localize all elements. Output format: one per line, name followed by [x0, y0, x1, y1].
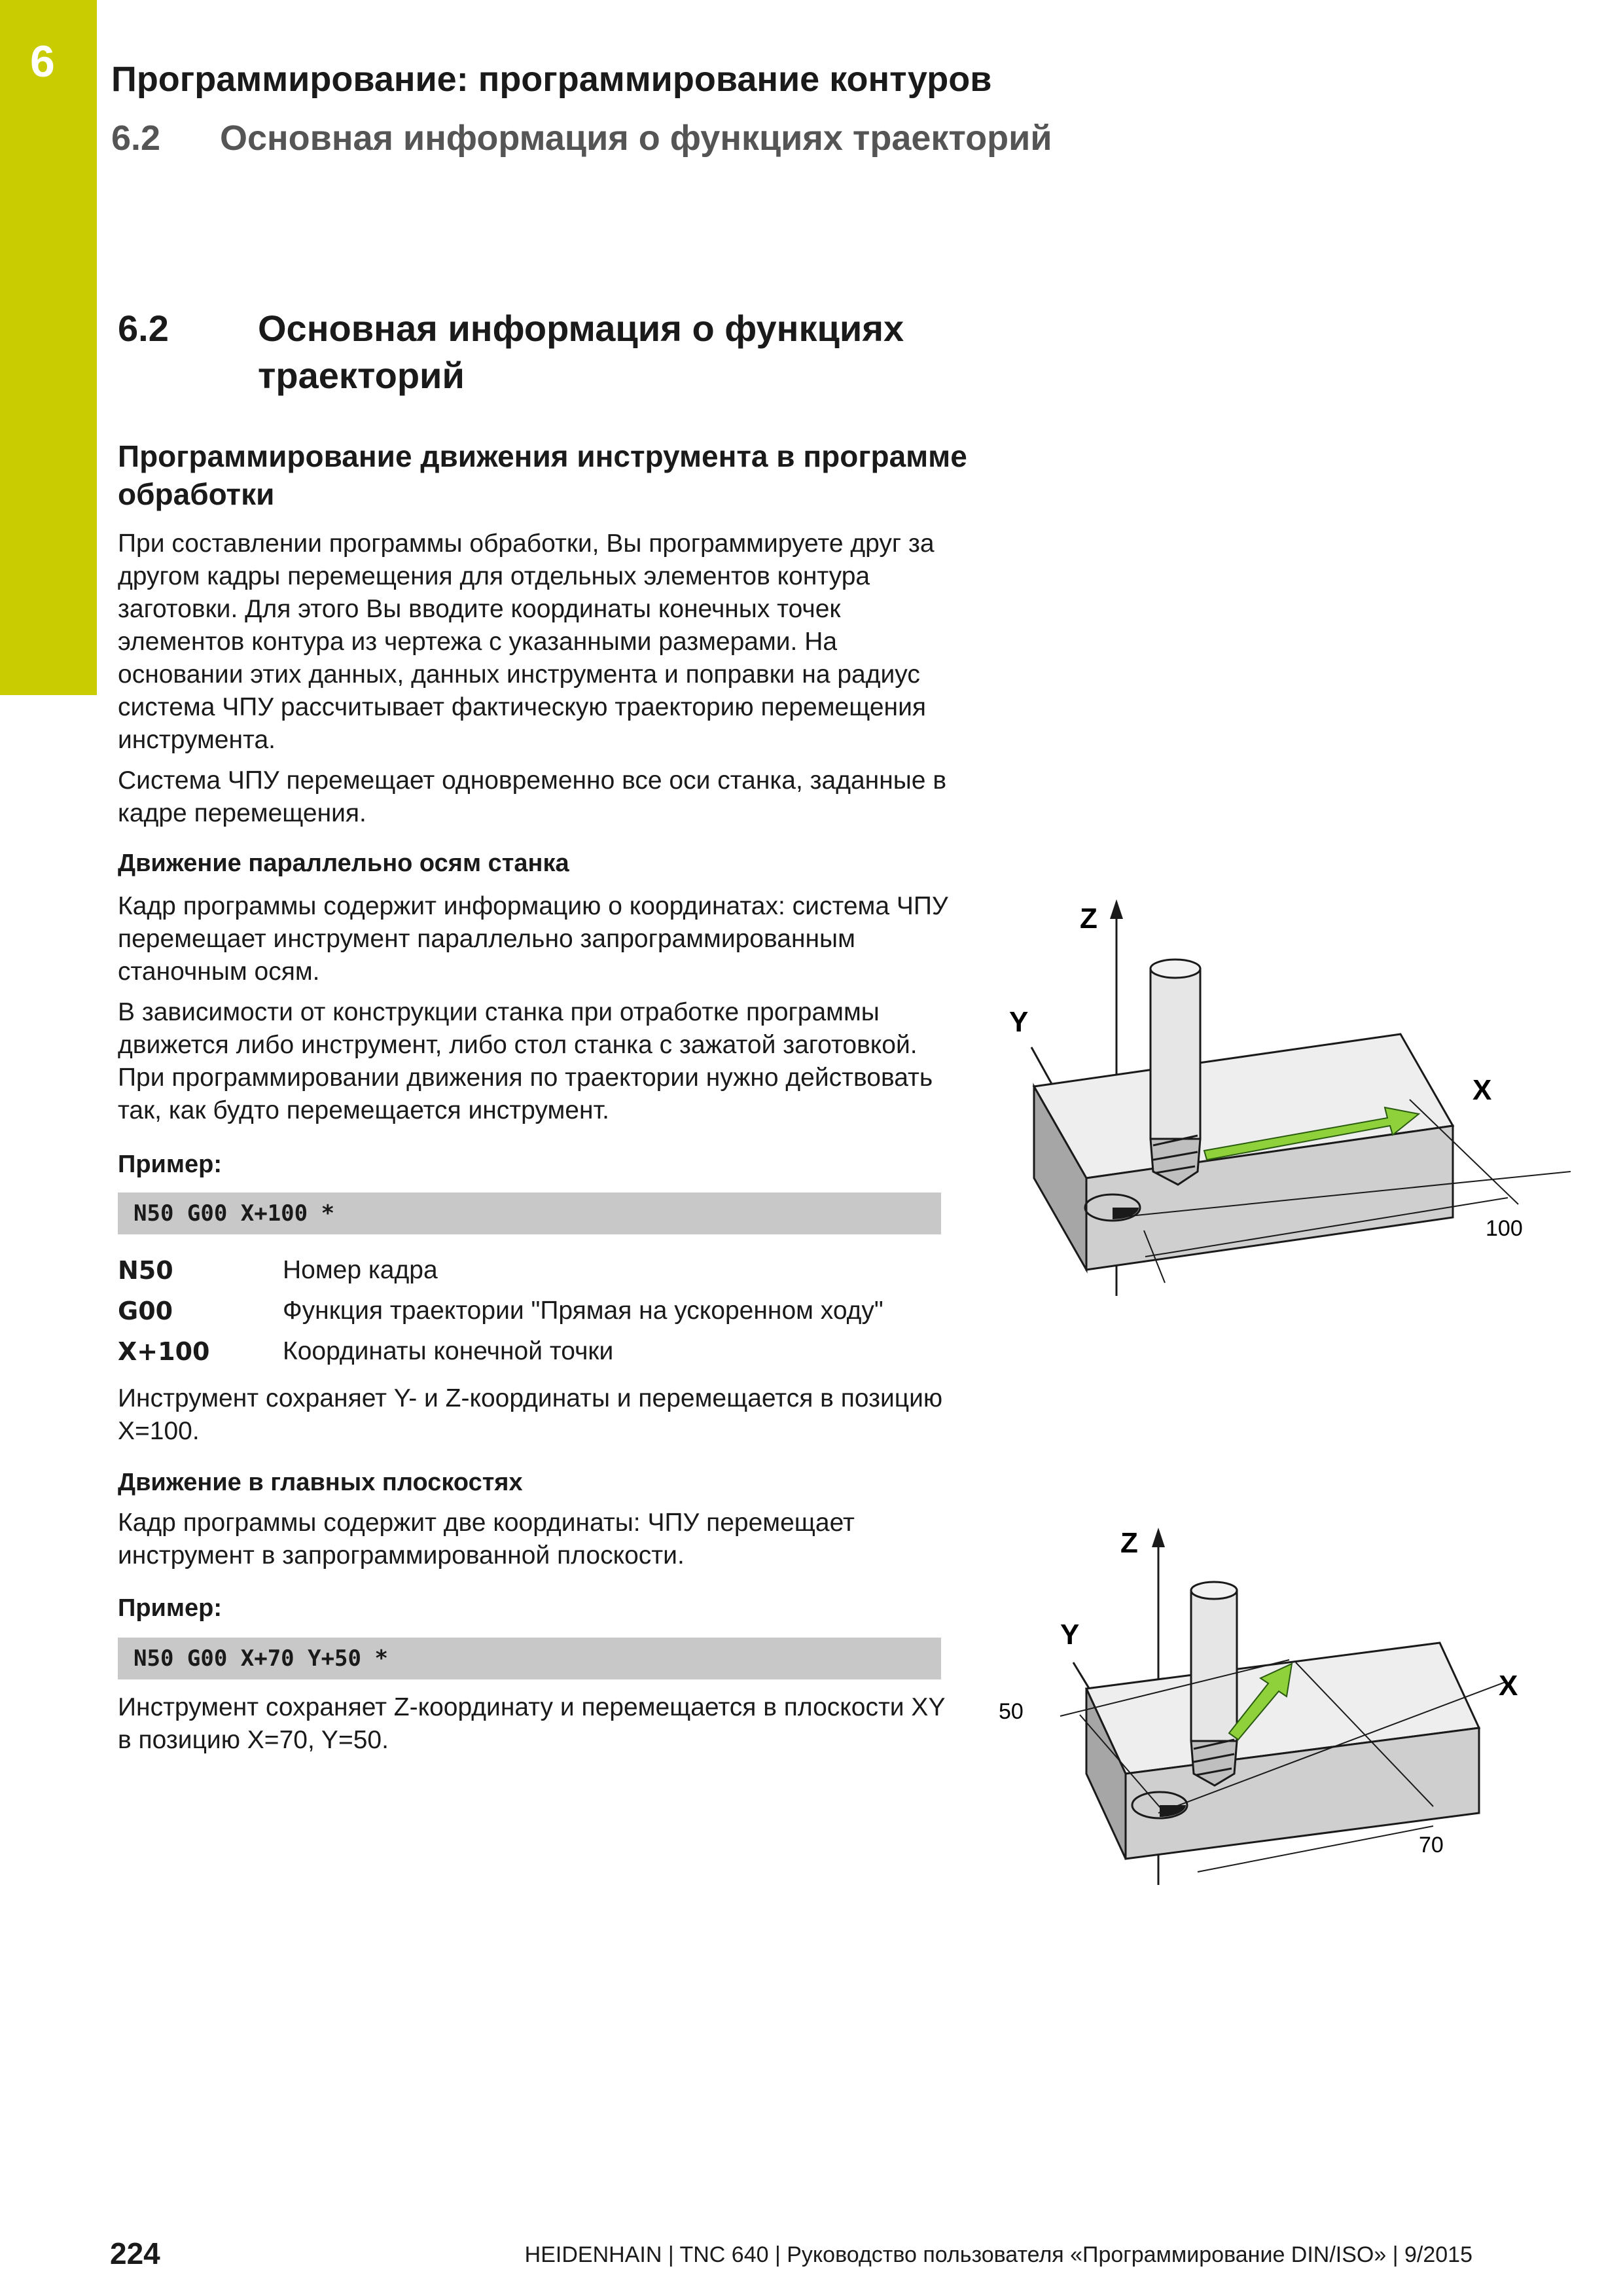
tool-shank — [1191, 1590, 1237, 1741]
chapter-number: 6 — [30, 37, 55, 86]
heading-planes: Движение в главных плоскостях — [118, 1469, 523, 1496]
definition-key: N50 — [118, 1256, 173, 1285]
z-axis-arrowhead — [1110, 899, 1123, 919]
paragraph-result-1: Инструмент сохраняет Y- и Z-координаты и перемещается в позицию X=100. — [118, 1384, 943, 1445]
z-axis-label: Z — [1080, 903, 1097, 935]
tool-top — [1150, 960, 1200, 978]
y-axis-label: Y — [1060, 1619, 1080, 1651]
tool-top — [1191, 1582, 1237, 1599]
z-axis-label: Z — [1120, 1527, 1138, 1559]
figure-main-plane — [982, 1505, 1571, 1911]
code-example-1: N50 G00 X+100 * — [118, 1193, 941, 1234]
section-header — [111, 118, 1052, 158]
definition-row — [118, 1250, 969, 1291]
paragraph-parallel: Кадр программы содержит информацию о координатах: система ЧПУ перемещает инструмент параллельно запрограммированным станочным осям. — [118, 892, 948, 986]
heading-parallel: Движение параллельно осям станка — [118, 850, 569, 877]
x-axis-label: X — [1472, 1074, 1492, 1106]
section-title-text: Основная информация о функциях траекторий — [258, 308, 904, 396]
subsection-title: Программирование движения инструмента в программе обработки — [118, 439, 967, 511]
dimension-x-label: 100 — [1486, 1216, 1523, 1241]
definition-value: Номер кадра — [283, 1256, 438, 1284]
paragraph-simultaneous: Система ЧПУ перемещает одновременно все оси станка, заданные в кадре перемещения. — [118, 766, 947, 827]
chapter-tab — [0, 0, 97, 695]
paragraph-machine: В зависимости от конструкции станка при отработке программы движется либо инструмент, либо стол станка с зажатой заготовкой. При программировании движения по траектории нужно действовать так, как будто перемещается инструмент. — [118, 998, 933, 1124]
definition-key: X+100 — [118, 1337, 210, 1366]
definition-row — [118, 1291, 969, 1331]
footer-text: HEIDENHAIN | TNC 640 | Руководство пользователя «Программирование DIN/ISO» | 9/2015 — [524, 2242, 1472, 2267]
paragraph-planes: Кадр программы содержит две координаты: ЧПУ перемещает инструмент в запрограммированной плоскости. — [118, 1509, 855, 1570]
definition-list — [118, 1250, 969, 1372]
chapter-title: Программирование: программирование контуров — [111, 60, 992, 99]
paragraph-intro: При составлении программы обработки, Вы программируете друг за другом кадры перемещения для отдельных элементов контура заготовки. Для этого Вы вводите координаты конечных точек элементов контура из чертежа с указанными размерами. На основании этих данных, данных инструмента и поправки на радиус система ЧПУ рассчитывает фактическую траекторию перемещения инструмента. — [118, 529, 935, 754]
y-axis-label: Y — [1009, 1006, 1029, 1038]
definition-value: Координаты конечной точки — [283, 1337, 614, 1365]
dimension-x-label: 70 — [1419, 1833, 1444, 1857]
definition-row — [118, 1331, 969, 1372]
dimension-y-label: 50 — [999, 1699, 1024, 1724]
figure-axis-parallel — [982, 877, 1571, 1309]
x-axis-label: X — [1499, 1670, 1518, 1702]
heading-example-2: Пример: — [118, 1594, 222, 1622]
section-number: 6.2 — [118, 308, 169, 349]
page-number: 224 — [110, 2236, 160, 2270]
section-header-title: Основная информация о функциях траекторий — [220, 118, 1052, 158]
section-header-number: 6.2 — [111, 118, 161, 158]
z-axis-arrowhead — [1152, 1528, 1165, 1547]
code-example-2: N50 G00 X+70 Y+50 * — [118, 1638, 941, 1679]
definition-value: Функция траектории "Прямая на ускоренном ходу" — [283, 1297, 883, 1325]
heading-example-1: Пример: — [118, 1151, 222, 1178]
paragraph-result-2: Инструмент сохраняет Z-координату и перемещается в плоскости XY в позицию X=70, Y=50. — [118, 1693, 945, 1754]
definition-key: G00 — [118, 1297, 173, 1325]
tool-shank — [1150, 969, 1200, 1139]
